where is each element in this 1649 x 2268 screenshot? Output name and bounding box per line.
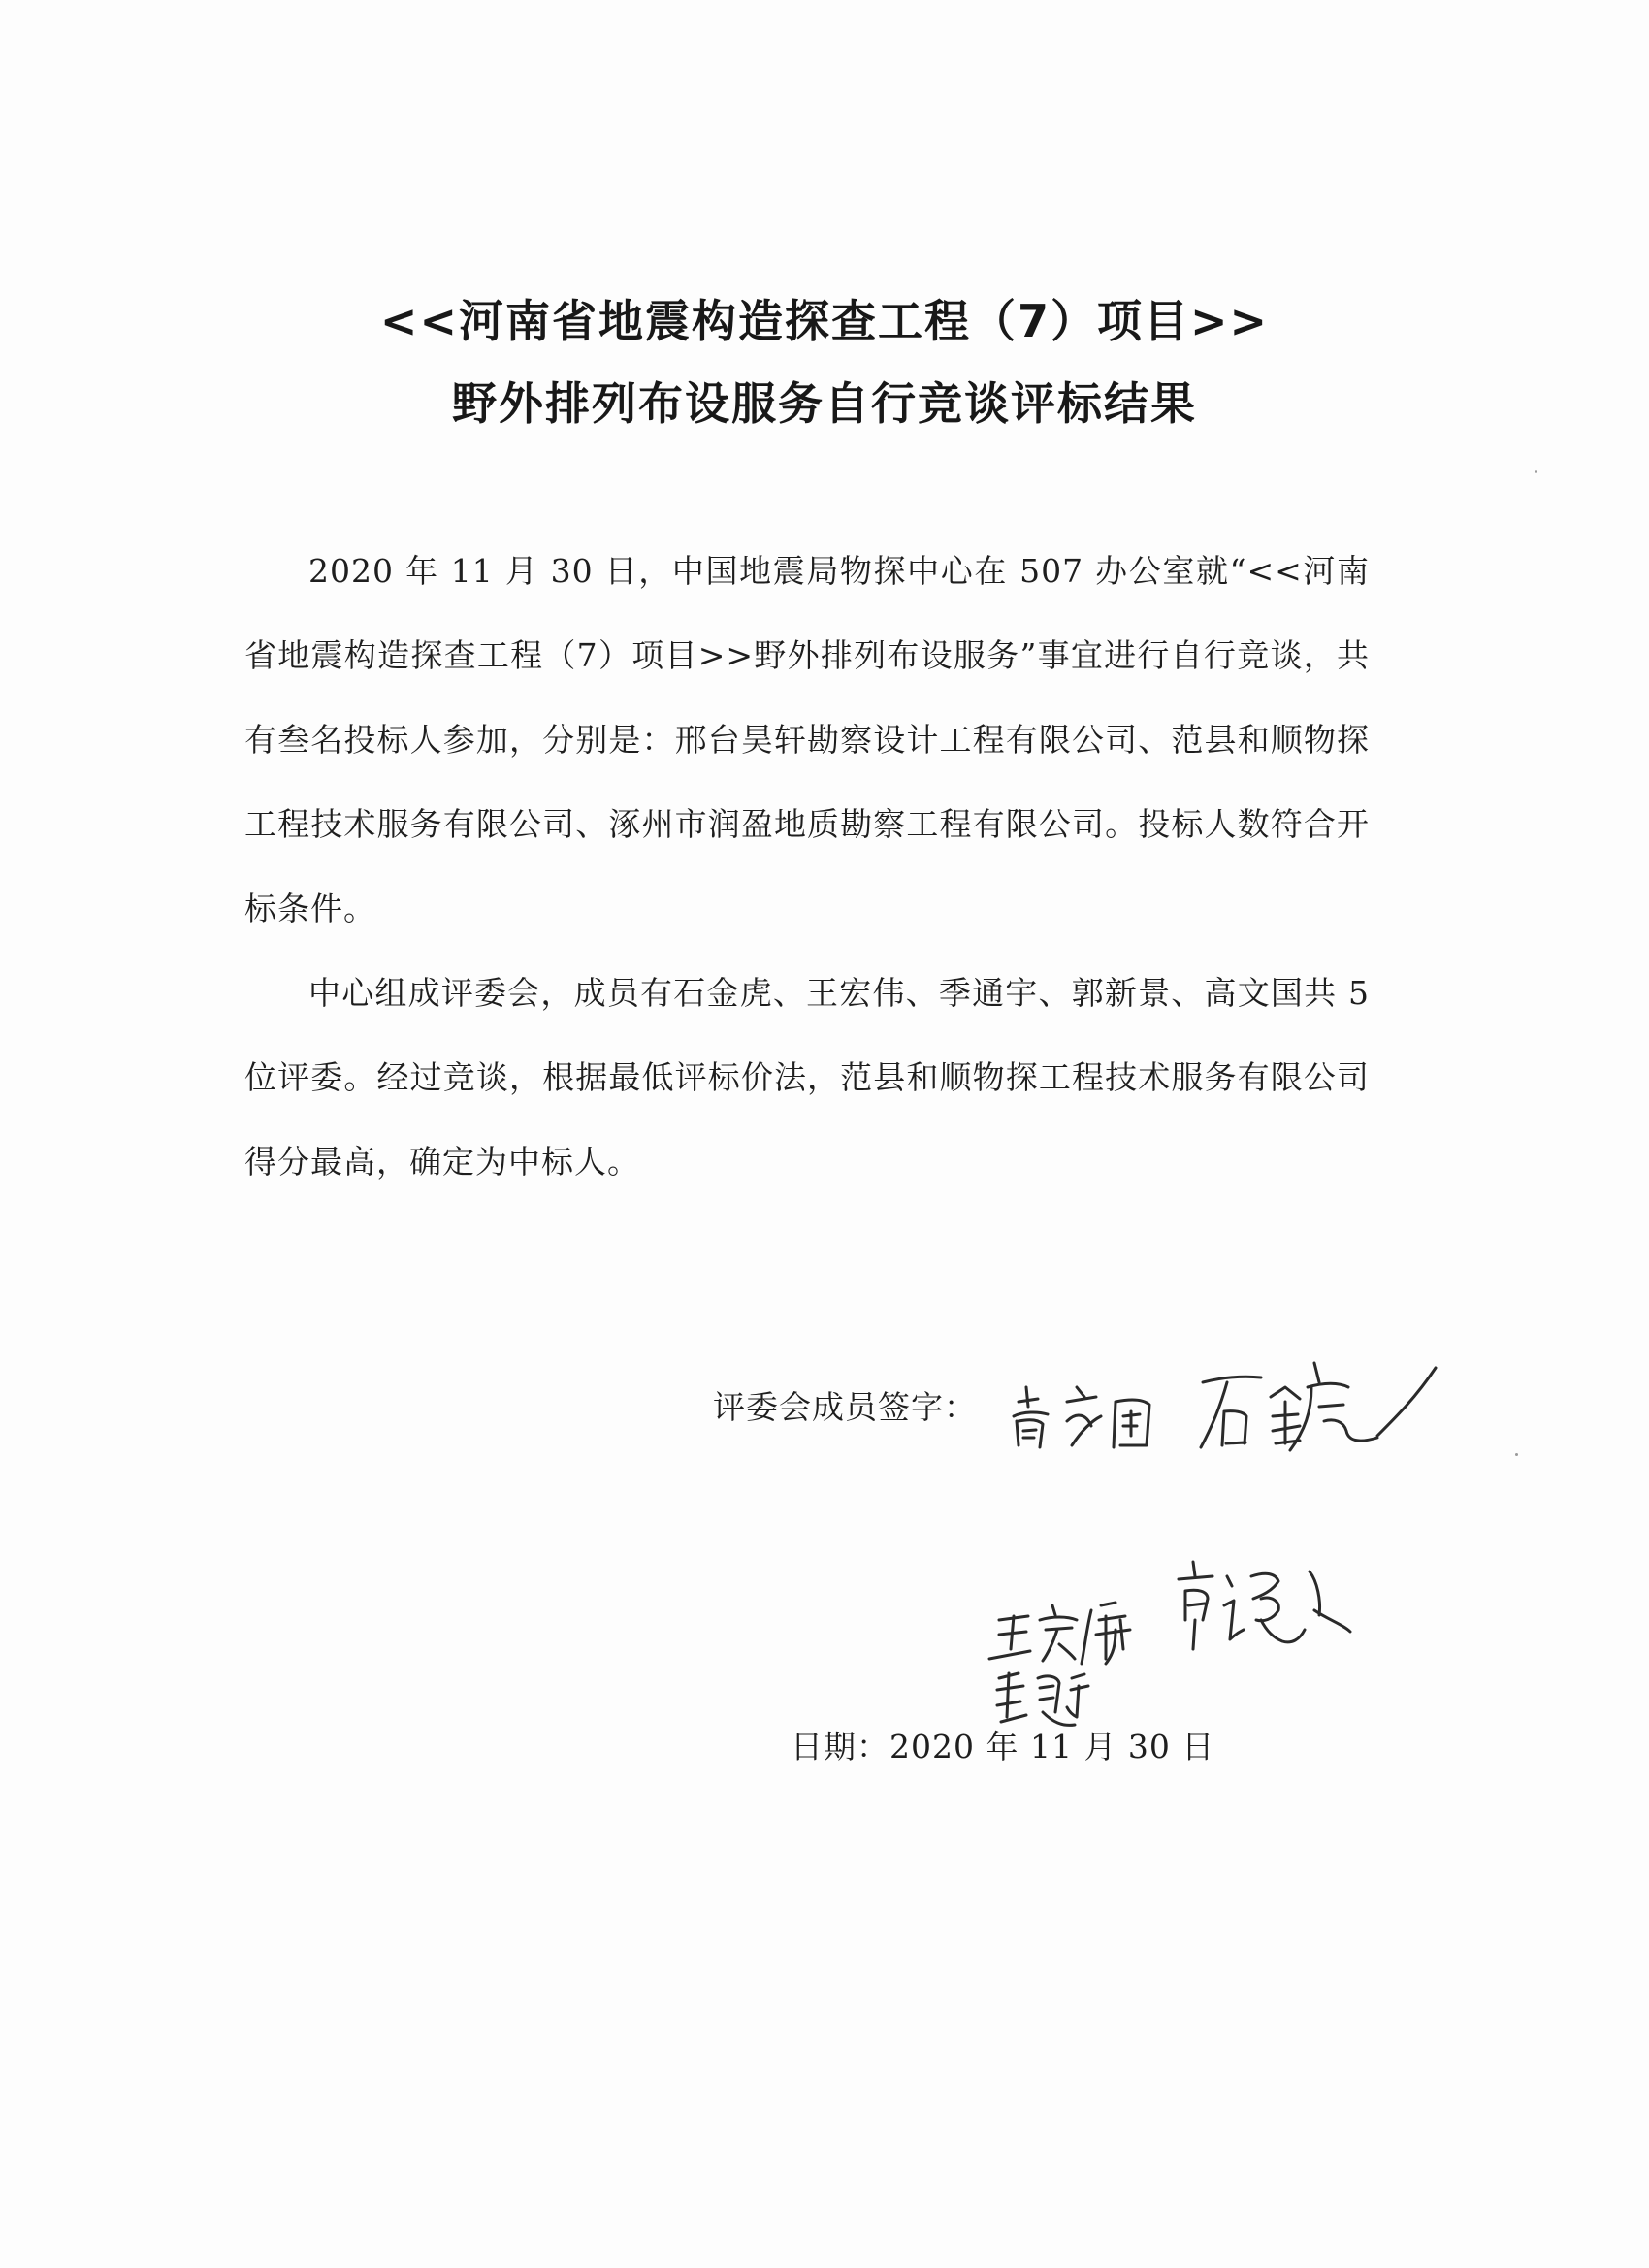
paragraph-2-text: 中心组成评委会，成员有石金虎、王宏伟、季通宇、郭新景、高文国共 5 位评委。经过竞谈，根据最低评标价法，范县和顺物探工程技术服务有限公司得分最高，确定为中标人。 [244, 974, 1370, 1181]
signature-1 [1014, 1387, 1149, 1447]
handwritten-signatures [970, 1329, 1474, 1736]
signatures-drawing [970, 1329, 1474, 1736]
paragraph-1-text: 2020 年 11 月 30 日，中国地震局物探中心在 507 办公室就“<<河南省地震构造探查工程（7）项目>>野外排列布设服务”事宜进行自行竞谈，共有叁名投标人参加，分别是：邢台昊轩勘察设计工程有限公司、范县和顺物探工程技术服务有限公司、涿州市润盈地质勘察工程有限公司。投标人数符合开标条件。 [244, 552, 1370, 927]
signature-4 [1179, 1562, 1350, 1649]
document-date: 日期：2020 年 11 月 30 日 [791, 1728, 1215, 1766]
signature-3 [989, 1603, 1130, 1664]
document-title-line-1: <<河南省地震构造探查工程（7）项目>> [379, 295, 1270, 347]
scan-speck [1535, 470, 1537, 473]
signature-5 [997, 1673, 1088, 1725]
signature-label: 评委会成员签字： [713, 1388, 977, 1426]
body-paragraph-1 [244, 529, 1370, 951]
document-title-line-2: 野外排列布设服务自行竞谈评标结果 [452, 377, 1197, 430]
scan-speck [1515, 1453, 1518, 1456]
body-paragraph-2 [244, 951, 1370, 1204]
signature-2 [1201, 1363, 1436, 1450]
